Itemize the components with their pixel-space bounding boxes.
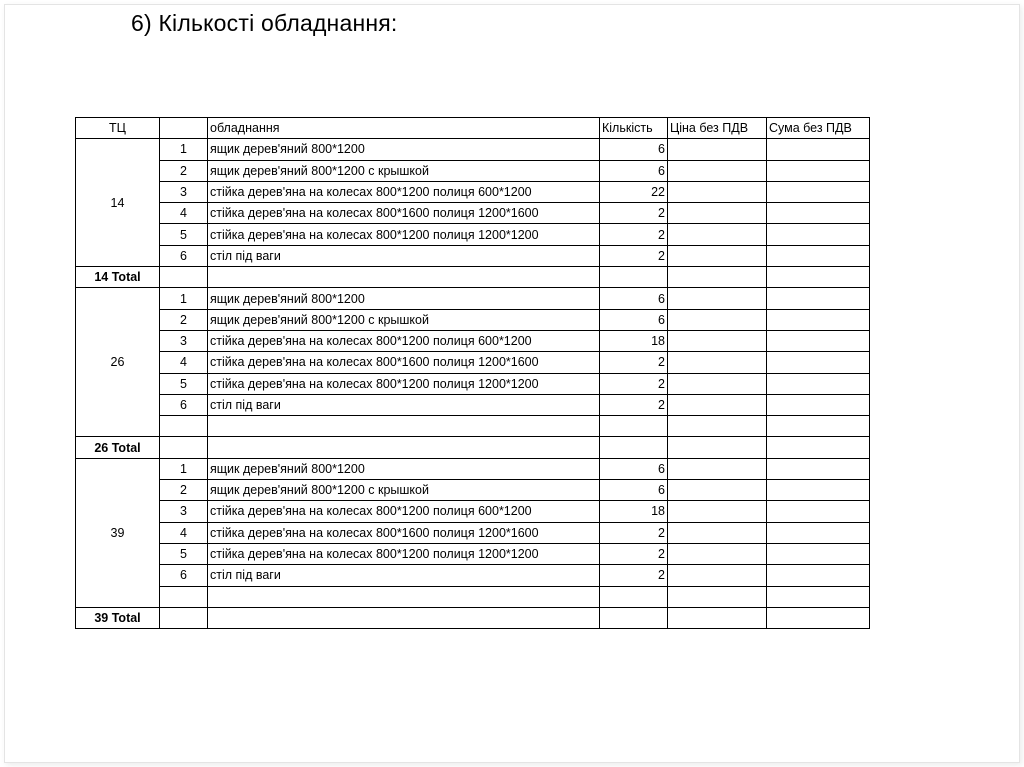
equipment-name-cell: ящик дерев'яний 800*1200 с крышкой: [208, 309, 600, 330]
table-row: [76, 139, 870, 160]
table-row: [76, 394, 870, 415]
table-row: [76, 160, 870, 181]
quantity-cell: 18: [600, 501, 668, 522]
quantity-cell: 2: [600, 352, 668, 373]
table-row: [76, 416, 870, 437]
row-number-cell: 6: [160, 394, 208, 415]
price-cell: [668, 501, 767, 522]
sum-cell: [767, 394, 870, 415]
price-cell: [668, 330, 767, 351]
equipment-table: [75, 117, 870, 629]
price-cell: [668, 394, 767, 415]
row-number-cell: [160, 267, 208, 288]
equipment-name-cell: стійка дерев'яна на колесах 800*1600 полиця 1200*1600: [208, 522, 600, 543]
table-row: [76, 330, 870, 351]
price-cell: [668, 416, 767, 437]
equipment-name-cell: [208, 607, 600, 628]
row-number-cell: 6: [160, 565, 208, 586]
sum-cell: [767, 373, 870, 394]
equipment-name-cell: [208, 586, 600, 607]
table-row: [76, 309, 870, 330]
quantity-cell: [600, 437, 668, 458]
sum-cell: [767, 181, 870, 202]
sum-cell: [767, 586, 870, 607]
table-row: [76, 501, 870, 522]
quantity-cell: 6: [600, 309, 668, 330]
equipment-name-cell: [208, 267, 600, 288]
equipment-name-cell: [208, 416, 600, 437]
quantity-cell: 6: [600, 139, 668, 160]
quantity-cell: [600, 267, 668, 288]
price-cell: [668, 181, 767, 202]
sum-cell: [767, 288, 870, 309]
row-number-cell: 3: [160, 330, 208, 351]
sum-cell: [767, 543, 870, 564]
table-row: [76, 181, 870, 202]
sum-cell: [767, 267, 870, 288]
price-cell: [668, 543, 767, 564]
equipment-name-cell: ящик дерев'яний 800*1200 с крышкой: [208, 480, 600, 501]
sum-cell: [767, 330, 870, 351]
sum-cell: [767, 160, 870, 181]
total-row: [76, 437, 870, 458]
total-row: [76, 607, 870, 628]
row-number-cell: 6: [160, 245, 208, 266]
price-cell: [668, 373, 767, 394]
equipment-name-cell: ящик дерев'яний 800*1200: [208, 288, 600, 309]
quantity-cell: [600, 586, 668, 607]
equipment-table-body: [76, 118, 870, 629]
price-cell: [668, 458, 767, 479]
sum-cell: [767, 224, 870, 245]
quantity-cell: 2: [600, 224, 668, 245]
row-number-cell: 5: [160, 224, 208, 245]
header-sum: Сума без ПДВ: [767, 118, 870, 139]
price-cell: [668, 522, 767, 543]
price-cell: [668, 267, 767, 288]
header-num: [160, 118, 208, 139]
price-cell: [668, 245, 767, 266]
equipment-name-cell: стійка дерев'яна на колесах 800*1600 полиця 1200*1600: [208, 352, 600, 373]
equipment-name-cell: ящик дерев'яний 800*1200 с крышкой: [208, 160, 600, 181]
equipment-name-cell: стійка дерев'яна на колесах 800*1200 полиця 600*1200: [208, 181, 600, 202]
price-cell: [668, 203, 767, 224]
sum-cell: [767, 607, 870, 628]
row-number-cell: 5: [160, 373, 208, 394]
price-cell: [668, 160, 767, 181]
equipment-name-cell: стіл під ваги: [208, 565, 600, 586]
quantity-cell: [600, 416, 668, 437]
table-row: [76, 245, 870, 266]
tc-group-cell: 39: [76, 458, 160, 607]
row-number-cell: 1: [160, 288, 208, 309]
price-cell: [668, 480, 767, 501]
sum-cell: [767, 522, 870, 543]
row-number-cell: 4: [160, 352, 208, 373]
quantity-cell: 2: [600, 203, 668, 224]
equipment-name-cell: стійка дерев'яна на колесах 800*1200 полиця 600*1200: [208, 501, 600, 522]
sum-cell: [767, 139, 870, 160]
tc-group-cell: 14: [76, 139, 160, 267]
sum-cell: [767, 245, 870, 266]
total-label: 26 Total: [76, 437, 160, 458]
price-cell: [668, 437, 767, 458]
header-tc: ТЦ: [76, 118, 160, 139]
quantity-cell: 6: [600, 458, 668, 479]
table-row: [76, 458, 870, 479]
quantity-cell: 22: [600, 181, 668, 202]
table-row: [76, 586, 870, 607]
table-row: [76, 224, 870, 245]
price-cell: [668, 309, 767, 330]
header-price: Ціна без ПДВ: [668, 118, 767, 139]
equipment-name-cell: ящик дерев'яний 800*1200: [208, 458, 600, 479]
quantity-cell: 2: [600, 245, 668, 266]
total-row: [76, 267, 870, 288]
price-cell: [668, 586, 767, 607]
table-row: [76, 522, 870, 543]
sum-cell: [767, 203, 870, 224]
row-number-cell: 2: [160, 160, 208, 181]
price-cell: [668, 288, 767, 309]
equipment-name-cell: стійка дерев'яна на колесах 800*1200 полиця 1200*1200: [208, 224, 600, 245]
table-row: [76, 203, 870, 224]
tc-group-cell: 26: [76, 288, 160, 437]
quantity-cell: 2: [600, 394, 668, 415]
table-row: [76, 373, 870, 394]
slide-title: 6) Кількості обладнання:: [131, 10, 398, 36]
table-row: [76, 288, 870, 309]
equipment-name-cell: ящик дерев'яний 800*1200: [208, 139, 600, 160]
quantity-cell: 2: [600, 565, 668, 586]
sum-cell: [767, 480, 870, 501]
row-number-cell: 3: [160, 501, 208, 522]
table-header-row: [76, 118, 870, 139]
equipment-name-cell: стіл під ваги: [208, 394, 600, 415]
row-number-cell: 4: [160, 522, 208, 543]
table-row: [76, 352, 870, 373]
row-number-cell: [160, 607, 208, 628]
sum-cell: [767, 437, 870, 458]
quantity-cell: 2: [600, 522, 668, 543]
equipment-name-cell: [208, 437, 600, 458]
header-equipment: обладнання: [208, 118, 600, 139]
equipment-name-cell: стійка дерев'яна на колесах 800*1600 полиця 1200*1600: [208, 203, 600, 224]
total-label: 14 Total: [76, 267, 160, 288]
equipment-name-cell: стійка дерев'яна на колесах 800*1200 полиця 1200*1200: [208, 543, 600, 564]
row-number-cell: 1: [160, 139, 208, 160]
row-number-cell: 4: [160, 203, 208, 224]
equipment-name-cell: стійка дерев'яна на колесах 800*1200 полиця 600*1200: [208, 330, 600, 351]
row-number-cell: 2: [160, 480, 208, 501]
quantity-cell: 6: [600, 288, 668, 309]
sum-cell: [767, 458, 870, 479]
row-number-cell: [160, 416, 208, 437]
row-number-cell: 5: [160, 543, 208, 564]
row-number-cell: [160, 437, 208, 458]
sum-cell: [767, 565, 870, 586]
price-cell: [668, 607, 767, 628]
header-quantity: Кількість: [600, 118, 668, 139]
quantity-cell: 18: [600, 330, 668, 351]
quantity-cell: 6: [600, 160, 668, 181]
table-row: [76, 565, 870, 586]
row-number-cell: 2: [160, 309, 208, 330]
price-cell: [668, 139, 767, 160]
quantity-cell: 6: [600, 480, 668, 501]
table-row: [76, 480, 870, 501]
table-row: [76, 543, 870, 564]
row-number-cell: 3: [160, 181, 208, 202]
row-number-cell: 1: [160, 458, 208, 479]
quantity-cell: 2: [600, 373, 668, 394]
sum-cell: [767, 501, 870, 522]
sum-cell: [767, 352, 870, 373]
price-cell: [668, 224, 767, 245]
sum-cell: [767, 309, 870, 330]
quantity-cell: [600, 607, 668, 628]
equipment-name-cell: стійка дерев'яна на колесах 800*1200 полиця 1200*1200: [208, 373, 600, 394]
price-cell: [668, 352, 767, 373]
price-cell: [668, 565, 767, 586]
sum-cell: [767, 416, 870, 437]
quantity-cell: 2: [600, 543, 668, 564]
row-number-cell: [160, 586, 208, 607]
equipment-name-cell: стіл під ваги: [208, 245, 600, 266]
total-label: 39 Total: [76, 607, 160, 628]
